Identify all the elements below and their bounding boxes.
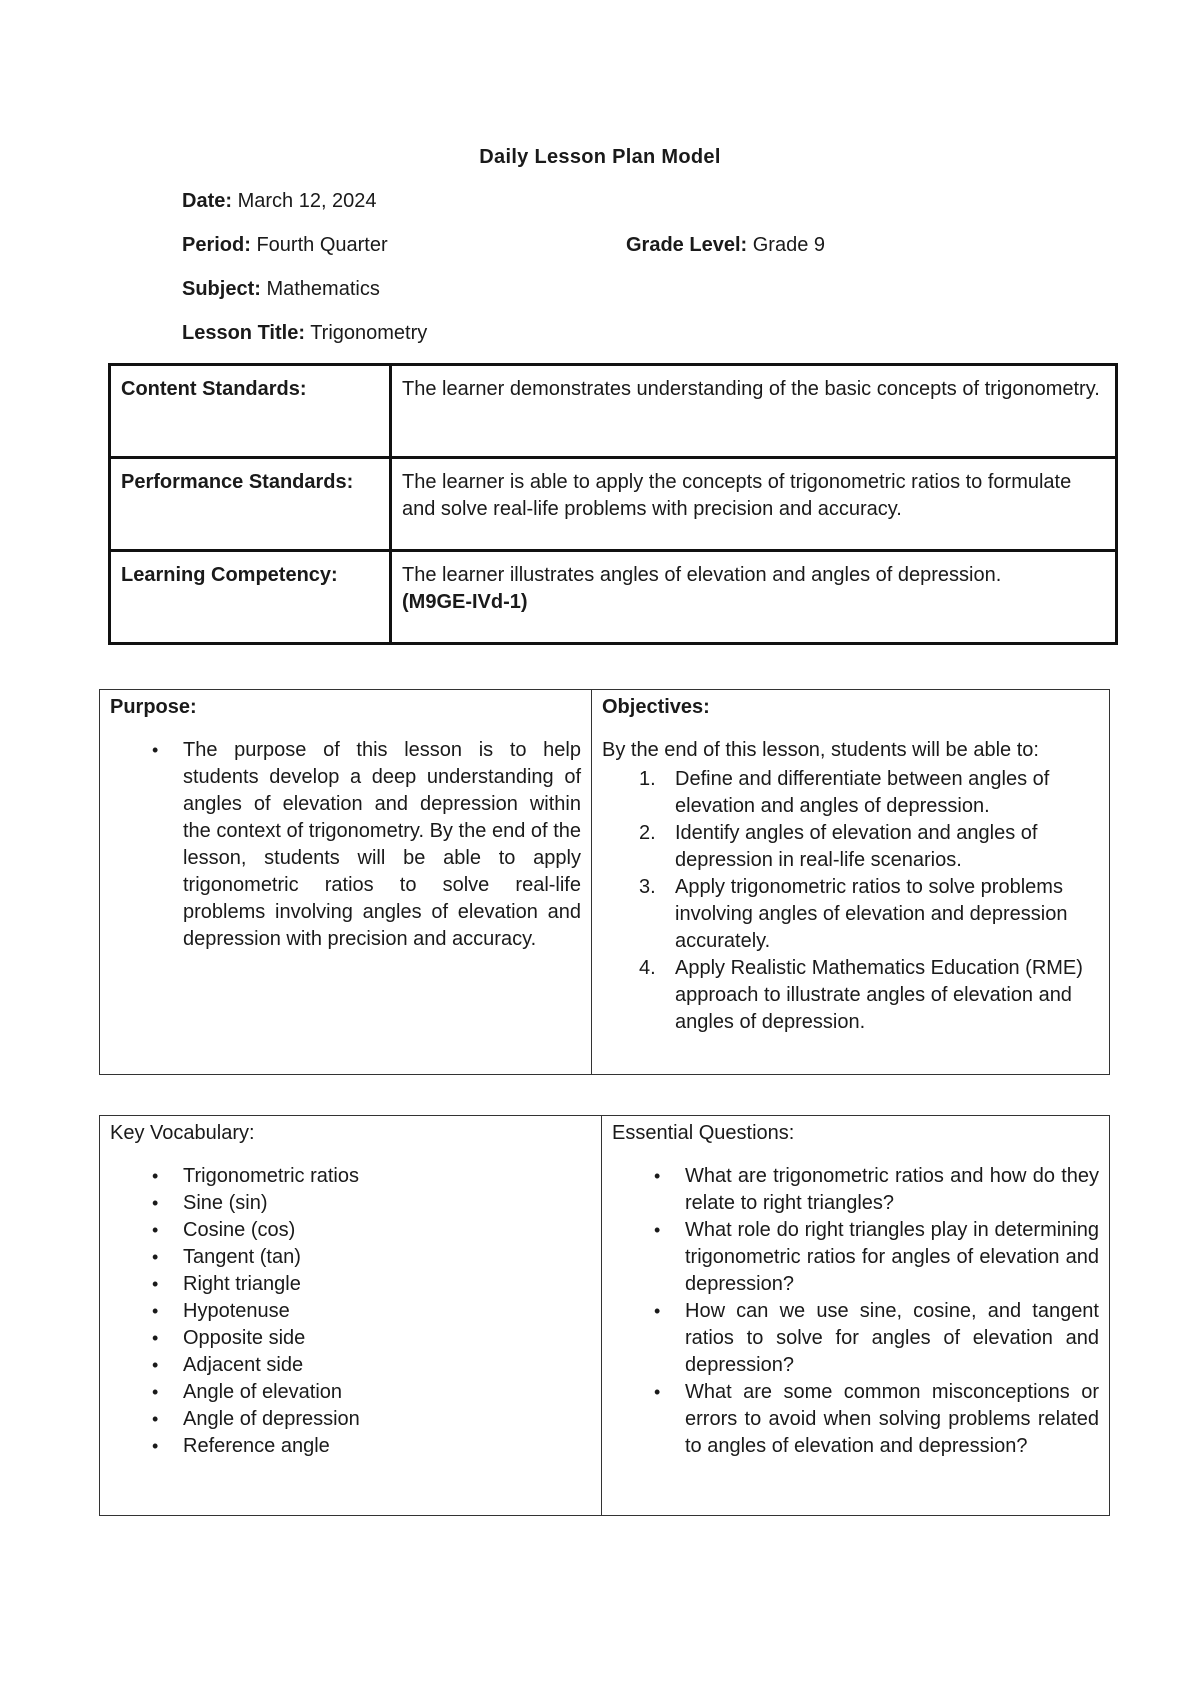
bullet-icon: • <box>152 1166 159 1186</box>
purpose-objectives-table <box>99 689 1110 1075</box>
objective-text: Identify angles of elevation and angles of depression in real-life scenarios. <box>675 822 1038 871</box>
vocab-term: Angle of depression <box>183 1408 360 1430</box>
period-line <box>182 234 388 257</box>
question-text: What role do right triangles play in determining trigonometric ratios for angles of elevation and depression? <box>685 1219 1099 1295</box>
vocab-term: Right triangle <box>183 1273 301 1295</box>
list-item <box>110 1163 591 1190</box>
objective-text: Apply Realistic Mathematics Education (RME) approach to illustrate angles of elevation and angles of depression. <box>675 957 1083 1033</box>
date-label: Date: <box>182 190 233 212</box>
objective-text: Apply trigonometric ratios to solve problems involving angles of elevation and depression accurately. <box>675 876 1068 952</box>
vocabulary-heading: Key Vocabulary: <box>110 1122 255 1144</box>
bullet-icon: • <box>152 1247 159 1267</box>
vocab-term: Cosine (cos) <box>183 1219 296 1241</box>
list-item <box>612 1217 1099 1298</box>
period-label: Period: <box>182 234 251 256</box>
list-item <box>612 1298 1099 1379</box>
table-row <box>100 1116 1110 1516</box>
table-row <box>110 458 1117 551</box>
table-row <box>110 365 1117 458</box>
lesson-title-line <box>182 322 427 345</box>
period-value: Fourth Quarter <box>256 234 388 256</box>
grade-value: Grade 9 <box>752 234 825 256</box>
table-row <box>110 551 1117 644</box>
bullet-icon: • <box>152 1382 159 1402</box>
list-item <box>110 1406 591 1433</box>
learning-competency-label: Learning Competency: <box>110 551 391 644</box>
list-item <box>110 1352 591 1379</box>
learning-competency-cell <box>391 551 1117 644</box>
standards-table <box>108 363 1118 645</box>
objectives-cell <box>592 690 1110 1075</box>
list-number: 4. <box>639 957 656 979</box>
bullet-icon: • <box>152 740 159 760</box>
list-item <box>110 1298 591 1325</box>
vocab-term: Sine (sin) <box>183 1192 268 1214</box>
objectives-lead: By the end of this lesson, students will be able to: <box>602 739 1039 761</box>
purpose-cell <box>100 690 592 1075</box>
grade-line <box>626 234 825 257</box>
list-item <box>602 820 1099 874</box>
bullet-icon: • <box>152 1301 159 1321</box>
list-item <box>110 737 581 953</box>
date-value: March 12, 2024 <box>237 190 377 212</box>
objectives-list <box>602 766 1099 1036</box>
bullet-icon: • <box>654 1382 661 1402</box>
document-title: Daily Lesson Plan Model <box>479 146 721 168</box>
list-item <box>110 1325 591 1352</box>
bullet-icon: • <box>152 1220 159 1240</box>
content-standards-text: The learner demonstrates understanding of the basic concepts of trigonometry. <box>391 365 1117 458</box>
list-item <box>612 1379 1099 1460</box>
list-item <box>110 1433 591 1460</box>
question-text: How can we use sine, cosine, and tangent ratios to solve for angles of elevation and depression? <box>685 1300 1099 1376</box>
lesson-title-label: Lesson Title: <box>182 322 305 344</box>
questions-cell <box>602 1116 1110 1516</box>
learning-competency-text: The learner illustrates angles of elevation and angles of depression. <box>402 564 1002 586</box>
vocab-term: Hypotenuse <box>183 1300 290 1322</box>
list-item <box>602 874 1099 955</box>
table-row <box>100 690 1110 1075</box>
bullet-icon: • <box>152 1328 159 1348</box>
list-item <box>110 1271 591 1298</box>
list-item <box>110 1190 591 1217</box>
content-standards-label: Content Standards: <box>110 365 391 458</box>
subject-value: Mathematics <box>266 278 380 300</box>
vocabulary-list <box>110 1163 591 1460</box>
objectives-heading: Objectives: <box>602 696 710 718</box>
list-item <box>110 1217 591 1244</box>
vocab-term: Adjacent side <box>183 1354 304 1376</box>
lesson-title-value: Trigonometry <box>310 322 428 344</box>
bullet-icon: • <box>152 1274 159 1294</box>
list-number: 2. <box>639 822 656 844</box>
purpose-heading: Purpose: <box>110 696 197 718</box>
subject-label: Subject: <box>182 278 261 300</box>
list-number: 3. <box>639 876 656 898</box>
performance-standards-label: Performance Standards: <box>110 458 391 551</box>
bullet-icon: • <box>152 1193 159 1213</box>
vocab-term: Reference angle <box>183 1435 330 1457</box>
list-item <box>602 766 1099 820</box>
list-item <box>602 955 1099 1036</box>
grade-label: Grade Level: <box>626 234 748 256</box>
question-text: What are trigonometric ratios and how do they relate to right triangles? <box>685 1165 1099 1214</box>
vocab-term: Tangent (tan) <box>183 1246 301 1268</box>
questions-list <box>612 1163 1099 1460</box>
list-item <box>612 1163 1099 1217</box>
subject-line <box>182 278 380 301</box>
vocabulary-cell <box>100 1116 602 1516</box>
purpose-list <box>110 737 581 953</box>
objective-text: Define and differentiate between angles of elevation and angles of depression. <box>675 768 1050 817</box>
performance-standards-text: The learner is able to apply the concepts of trigonometric ratios to formulate and solve real-life problems with precision and accuracy. <box>391 458 1117 551</box>
bullet-icon: • <box>654 1301 661 1321</box>
list-number: 1. <box>639 768 656 790</box>
vocab-term: Trigonometric ratios <box>183 1165 359 1187</box>
bullet-icon: • <box>152 1409 159 1429</box>
question-text: What are some common misconceptions or errors to avoid when solving problems related to angles of elevation and depression? <box>685 1381 1099 1457</box>
vocab-term: Opposite side <box>183 1327 306 1349</box>
competency-code: (M9GE-IVd-1) <box>402 591 528 613</box>
bullet-icon: • <box>152 1436 159 1456</box>
purpose-text: The purpose of this lesson is to help students develop a deep understanding of angles of elevation and depression within the context of trigonometry. By the end of the lesson, students will be able to apply trigonometric ratios to solve real-life problems involving angles of elevation and depression with precision and accuracy. <box>183 739 581 950</box>
bullet-icon: • <box>152 1355 159 1375</box>
vocab-term: Angle of elevation <box>183 1381 343 1403</box>
bullet-icon: • <box>654 1166 661 1186</box>
date-line <box>182 190 377 213</box>
list-item <box>110 1244 591 1271</box>
questions-heading: Essential Questions: <box>612 1122 795 1144</box>
vocabulary-questions-table <box>99 1115 1110 1516</box>
bullet-icon: • <box>654 1220 661 1240</box>
list-item <box>110 1379 591 1406</box>
